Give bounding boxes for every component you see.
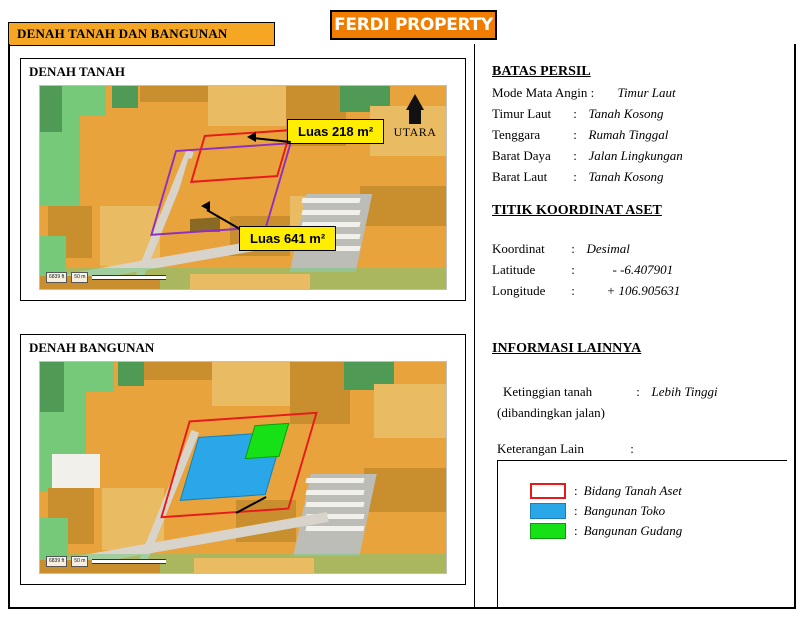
panel-denah-tanah-title: DENAH TANAH (29, 64, 125, 79)
legend-swatch-bangunan-toko-icon (530, 503, 566, 519)
row-ketinggian-key: Ketinggian tanah (503, 384, 593, 399)
row-latitude-sep: : (571, 262, 575, 277)
legend-label-bangunan-gudang: Bangunan Gudang (583, 523, 683, 538)
row-keterangan-lain (497, 441, 634, 457)
row-barat-laut-value: Tanah Kosong (588, 169, 664, 184)
row-koordinat (492, 241, 630, 257)
label-luas-641: Luas 641 m² (239, 226, 336, 251)
row-longitude-value: + 106.905631 (606, 283, 681, 298)
section-title-titik-koordinat: TITIK KOORDINAT ASET (492, 203, 662, 218)
panel-denah-bangunan (20, 334, 466, 585)
legend-swatch-bidang-tanah-icon (530, 483, 566, 499)
row-ketinggian-sep: : (636, 384, 640, 399)
scalebar-bangunan (46, 555, 166, 567)
row-koordinat-sep: : (571, 241, 575, 256)
map-denah-tanah[interactable] (39, 85, 447, 290)
legend-sep-bidang-tanah: : (574, 483, 578, 498)
row-barat-daya-key: Barat Daya (492, 148, 551, 163)
legend-sep-bangunan-toko: : (574, 503, 578, 518)
parcel-outline-red (190, 129, 292, 183)
north-arrow (392, 94, 438, 140)
row-ketinggian-value: Lebih Tinggi (651, 384, 718, 399)
brand-name: FERDI PROPERTY (334, 15, 493, 35)
row-mode-mata-angin-value: Timur Laut (617, 85, 676, 100)
row-tenggara-value: Rumah Tinggal (588, 127, 669, 142)
scalebar-tanah (46, 271, 166, 283)
row-barat-daya-sep: : (573, 148, 577, 163)
legend-item-bangunan-gudang (530, 523, 682, 539)
legend-item-bidang-tanah (530, 483, 682, 499)
legend-swatch-bangunan-gudang-icon (530, 523, 566, 539)
row-latitude-key: Latitude (492, 262, 536, 277)
row-koordinat-value: Desimal (586, 241, 630, 256)
row-timur-laut-key: Timur Laut (492, 106, 552, 121)
row-longitude (492, 283, 680, 299)
row-timur-laut (492, 106, 664, 122)
legend-label-bangunan-toko: Bangunan Toko (583, 503, 666, 518)
row-barat-laut (492, 169, 664, 185)
row-koordinat-key: Koordinat (492, 241, 545, 256)
scalebar-right-label: 50 m (71, 272, 88, 283)
brand-logo-box (330, 10, 497, 40)
row-barat-laut-sep: : (573, 169, 577, 184)
north-arrow-stem (409, 110, 421, 124)
header-band-title: DENAH TANAH DAN BANGUNAN (17, 26, 228, 41)
row-keterangan-sep: : (630, 441, 634, 456)
label-luas-218: Luas 218 m² (287, 119, 384, 144)
scalebar-line-bangunan (92, 559, 166, 564)
row-ketinggian-tanah (503, 384, 718, 400)
row-tenggara-key: Tenggara (492, 127, 541, 142)
row-barat-daya-value: Jalan Lingkungan (588, 148, 683, 163)
row-latitude-value: - -6.407901 (612, 262, 674, 277)
row-mode-mata-angin-key: Mode Mata Angin : (492, 85, 595, 100)
row-longitude-key: Longitude (492, 283, 546, 298)
row-latitude (492, 262, 673, 278)
north-arrow-icon (406, 94, 424, 110)
north-label: UTARA (393, 125, 437, 139)
column-divider (474, 44, 475, 609)
panel-denah-bangunan-title: DENAH BANGUNAN (29, 340, 155, 355)
row-timur-laut-sep: : (573, 106, 577, 121)
row-timur-laut-value: Tanah Kosong (588, 106, 664, 121)
row-ketinggian-note: (dibandingkan jalan) (497, 405, 605, 420)
map-denah-bangunan[interactable] (39, 361, 447, 574)
row-tenggara-sep: : (573, 127, 577, 142)
scalebar-right-label-bangunan: 50 m (71, 556, 88, 567)
row-barat-daya (492, 148, 683, 164)
header-band (8, 22, 275, 46)
scalebar-line (92, 275, 166, 280)
scalebar-left-label-bangunan: 6839 ft (46, 556, 67, 567)
row-keterangan-key: Keterangan Lain (497, 441, 584, 456)
legend-item-bangunan-toko (530, 503, 665, 519)
legend-sep-bangunan-gudang: : (574, 523, 578, 538)
row-barat-laut-key: Barat Laut (492, 169, 548, 184)
panel-denah-tanah (20, 58, 466, 301)
row-tenggara (492, 127, 668, 143)
section-title-batas-persil: BATAS PERSIL (492, 64, 591, 79)
row-mode-mata-angin (492, 85, 676, 101)
row-longitude-sep: : (571, 283, 575, 298)
scalebar-left-label: 6839 ft (46, 272, 67, 283)
section-title-informasi-lainnya: INFORMASI LAINNYA (492, 341, 642, 356)
legend-label-bidang-tanah: Bidang Tanah Aset (583, 483, 682, 498)
